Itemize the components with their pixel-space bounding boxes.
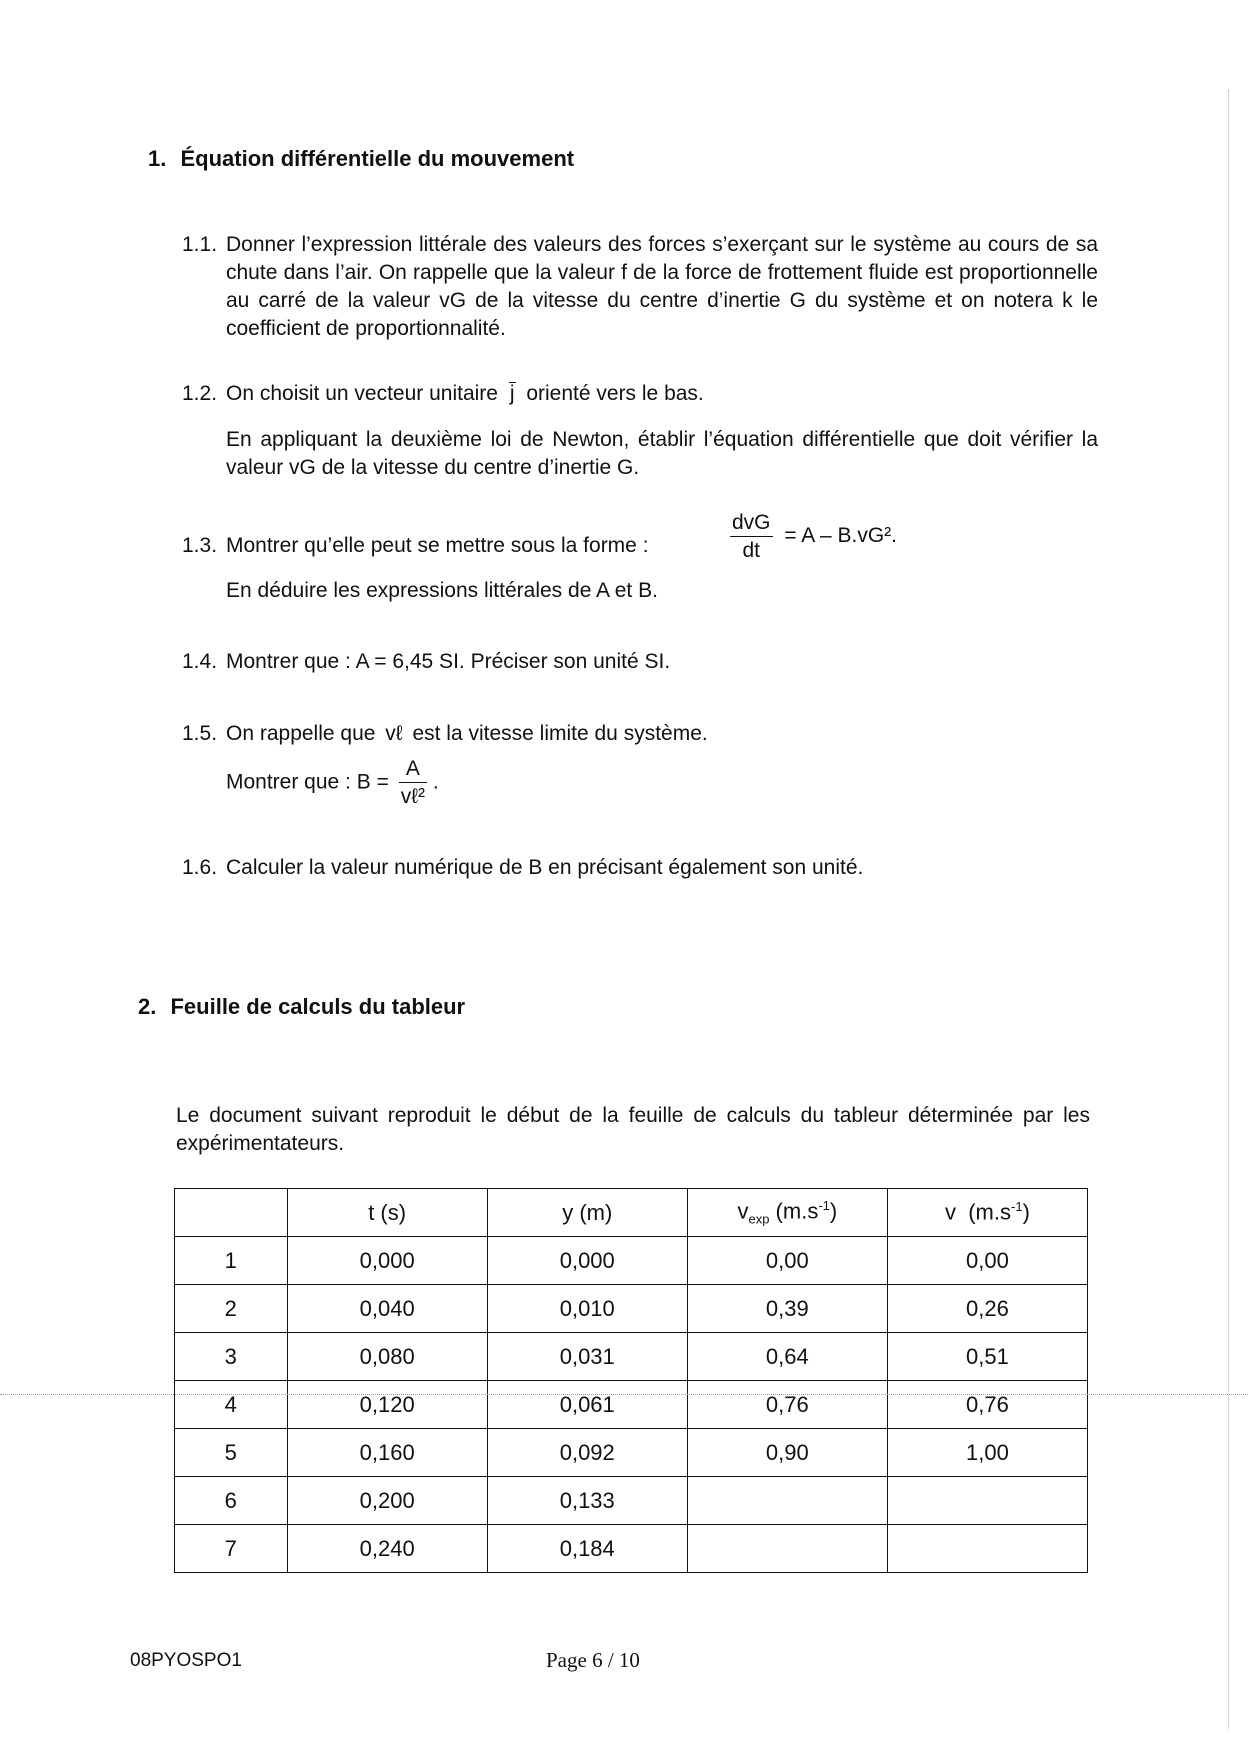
section-1-heading	[148, 146, 574, 172]
header-t: t (s)	[287, 1189, 487, 1237]
derivative-fraction	[730, 512, 773, 561]
cell-vexp: 0,39	[687, 1285, 887, 1333]
header-index	[175, 1189, 288, 1237]
q12-text-after: orienté vers le bas.	[526, 382, 704, 405]
section-2-number: 2.	[138, 994, 157, 1019]
cell-t: 0,200	[287, 1477, 487, 1525]
q13-number: 1.3.	[182, 534, 218, 557]
table-row	[175, 1477, 1088, 1525]
q15-text-after: est la vitesse limite du système.	[412, 722, 708, 745]
limit-speed-symbol: vℓ	[385, 722, 403, 745]
section-2-heading	[138, 994, 465, 1020]
table-row	[175, 1333, 1088, 1381]
cell-t: 0,120	[287, 1381, 487, 1429]
cell-t: 0,040	[287, 1285, 487, 1333]
cell-vexp: 0,76	[687, 1381, 887, 1429]
q16-text: Calculer la valeur numérique de B en précisant également son unité.	[226, 856, 864, 879]
section-2-intro: Le document suivant reproduit le début de la feuille de calculs du tableur déterminée par les expérimentateurs.	[176, 1104, 1090, 1155]
cell-y: 0,031	[487, 1333, 687, 1381]
cell-y: 0,092	[487, 1429, 687, 1477]
q15-line	[226, 720, 708, 748]
table-row	[175, 1237, 1088, 1285]
section-1-number: 1.	[148, 146, 167, 171]
q15-end: .	[432, 770, 439, 794]
cell-v: 0,76	[887, 1381, 1087, 1429]
table-header-row	[175, 1189, 1088, 1237]
cell-y: 0,184	[487, 1525, 687, 1573]
q16-number: 1.6.	[182, 856, 218, 879]
q12-text2: En appliquant la deuxième loi de Newton, établir l’équation différentielle que doit vérifier la valeur vG de la vitesse du centre d’inertie G.	[226, 428, 1098, 479]
section-1-title: Équation différentielle du mouvement	[180, 146, 575, 171]
cell-vexp	[687, 1525, 887, 1573]
cell-t: 0,000	[287, 1237, 487, 1285]
cell-v: 0,00	[887, 1237, 1087, 1285]
header-y: y (m)	[487, 1189, 687, 1237]
cell-v: 0,51	[887, 1333, 1087, 1381]
section-2-title: Feuille de calculs du tableur	[170, 994, 466, 1019]
b-fraction-numerator: A	[399, 758, 427, 783]
cell-y: 0,061	[487, 1381, 687, 1429]
cell-v: 0,26	[887, 1285, 1087, 1333]
spreadsheet-table	[174, 1188, 1088, 1573]
cell-index: 1	[175, 1237, 288, 1285]
q15-number: 1.5.	[182, 722, 218, 745]
cell-index: 3	[175, 1333, 288, 1381]
q13-formula	[730, 512, 897, 561]
cell-index: 2	[175, 1285, 288, 1333]
cell-index: 4	[175, 1381, 288, 1429]
q13-text2: En déduire les expressions littérales de A et B.	[226, 579, 658, 602]
cell-y: 0,000	[487, 1237, 687, 1285]
derivative-denominator: dt	[742, 539, 761, 562]
q14-text: Montrer que : A = 6,45 SI. Préciser son unité SI.	[226, 650, 671, 673]
q11-number: 1.1.	[182, 233, 218, 256]
table-row	[175, 1525, 1088, 1573]
cell-y: 0,010	[487, 1285, 687, 1333]
cell-t: 0,240	[287, 1525, 487, 1573]
scan-artifact-line	[0, 1394, 1248, 1395]
b-fraction	[399, 758, 427, 807]
header-vexp: $v_{exp}$ $(m.s^{-1})$	[687, 1189, 887, 1237]
cell-v	[887, 1525, 1087, 1573]
q14-number: 1.4.	[182, 650, 218, 673]
unit-vector-j: j	[510, 380, 515, 408]
table-row	[175, 1429, 1088, 1477]
cell-vexp: 0,90	[687, 1429, 887, 1477]
q12-number: 1.2.	[182, 382, 218, 405]
q15-text-before: On rappelle que	[226, 722, 376, 745]
cell-t: 0,160	[287, 1429, 487, 1477]
page-number: Page 6 / 10	[546, 1648, 640, 1672]
cell-index: 5	[175, 1429, 288, 1477]
cell-vexp	[687, 1477, 887, 1525]
cell-index: 6	[175, 1477, 288, 1525]
cell-index: 7	[175, 1525, 288, 1573]
derivative-numerator: dvG	[730, 512, 773, 537]
formula-rhs: = A – B.vG².	[784, 524, 897, 548]
cell-vexp: 0,00	[687, 1237, 887, 1285]
document-code: 08PYOSPO1	[130, 1650, 242, 1671]
cell-v	[887, 1477, 1087, 1525]
q12-text-before: On choisit un vecteur unitaire	[226, 382, 498, 405]
q12-line	[226, 380, 1098, 408]
q11-text: Donner l’expression littérale des valeurs des forces s’exerçant sur le système au cours de sa chute dans l’air. On rappelle que la valeur f de la force de frottement fluide est proportionnelle au carré de la valeur vG de la vitesse du centre d’inertie G du système et on notera k le coefficient de proportionnalité.	[226, 233, 1098, 340]
q13-text-before: Montrer qu’elle peut se mettre sous la forme :	[226, 534, 649, 557]
scan-edge-line	[1228, 90, 1229, 1730]
table-row	[175, 1285, 1088, 1333]
cell-vexp: 0,64	[687, 1333, 887, 1381]
q15-text2: Montrer que : B =	[226, 770, 389, 794]
table-row	[175, 1381, 1088, 1429]
cell-v: 1,00	[887, 1429, 1087, 1477]
q15-formula	[226, 758, 439, 807]
cell-y: 0,133	[487, 1477, 687, 1525]
b-fraction-denominator: vℓ²	[400, 785, 425, 808]
cell-t: 0,080	[287, 1333, 487, 1381]
header-v: v $(m.s^{-1})$	[887, 1189, 1087, 1237]
